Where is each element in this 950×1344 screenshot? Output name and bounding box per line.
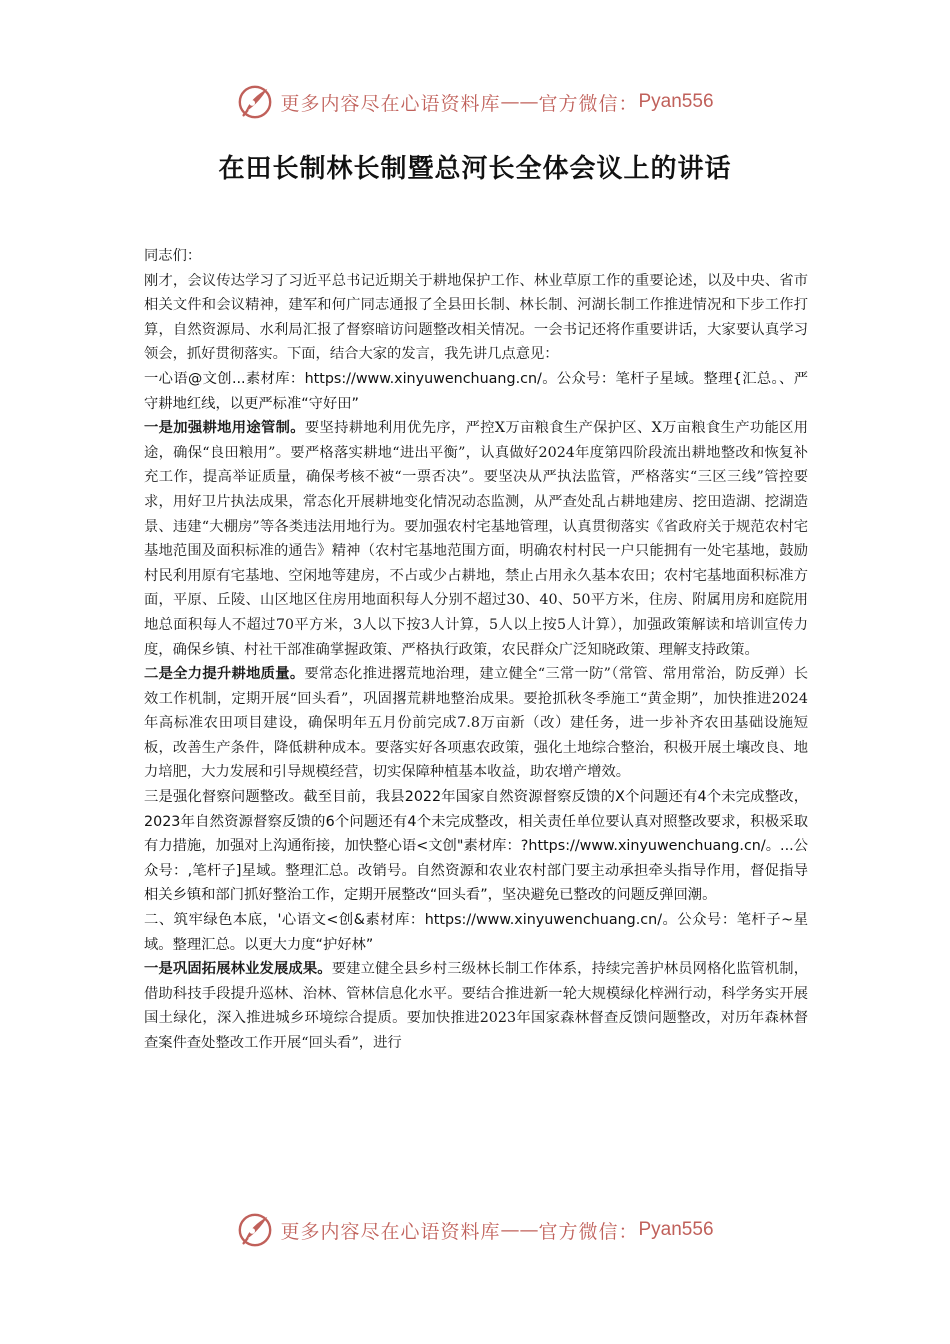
paragraph-4-lead: 一是巩固拓展林业发展成果。 xyxy=(144,961,332,978)
paragraph-1-lead: 一是加强耕地用途管制。 xyxy=(144,420,305,437)
salutation: 同志们： xyxy=(144,248,202,264)
paragraph-1-text: 要坚持耕地利用优先序，严控X万亩粮食生产保护区、X万亩粮食生产功能区用途，确保“良田粮用”。要严格落实耕地“进出平衡”，认真做好2024年度第四阶段流出耕地整改和恢复补充工作，提高举证质量，确保考核不被“一票否决”。要坚决从严执法监管，严格落实“三区三线”管控要求，用好卫片执法成果，常态化开展耕地变化情况动态监测，从严查处乱占耕地建房、挖田造湖、挖湖造景、违建“大棚房”等各类违法用地行为。要加强农村宅基地管理，认真贯彻落实《省政府关于规范农村宅基地范围及面积标准的通告》精神（农村宅基地范围方面，明确农村村民一户只能拥有一处宅基地，鼓励村民利用原有宅基地、空闲地等建房，不占或少占耕地，禁止占用永久基本农田；农村宅基地面积标准方面，平原、丘陵、山区地区住房用地面积每人分别不超过30、40、50平方米，住房、附属用房和庭院用地总面积每人不超过70平方米，3人以下按3人计算，5人以上按5人计算），加强政策解读和培训宣传力度，确保乡镇、村社干部准确掌握政策、严格执行政策，农民群众广泛知晓政策、理解支持政策。 xyxy=(144,420,808,658)
paragraph-3 xyxy=(144,785,808,908)
footer-banner xyxy=(0,1208,950,1252)
banner-separator: —— xyxy=(500,1219,539,1241)
paragraph-3-lead: 三是强化督察问题整改。 xyxy=(144,789,304,806)
banner-separator: —— xyxy=(500,91,539,113)
paragraph-2-lead: 二是全力提升耕地质量。 xyxy=(144,666,305,683)
banner-wechat-label: 官方微信： xyxy=(538,92,639,115)
paragraph-2 xyxy=(144,662,808,785)
banner-wechat-id: Pyan556 xyxy=(638,91,714,112)
paragraph-4 xyxy=(144,957,808,1055)
intro-paragraph: 刚才，会议传达学习了习近平总书记近期关于耕地保护工作、林业草原工作的重要论述，以及中央、省市相关文件和会议精神，建军和何广同志通报了全县田长制、林长制、河湖长制工作推进情况和下步工作打算，自然资源局、水利局汇报了督察暗访问题整改相关情况。一会书记还将作重要讲话，大家要认真学习领会，抓好贯彻落实。下面，结合大家的发言，我先讲几点意见： xyxy=(144,272,808,363)
quill-logo-icon xyxy=(236,83,274,121)
document-title: 在田长制林长制暨总河长全体会议上的讲话 xyxy=(218,154,732,184)
paragraph-3-text: 截至目前，我县2022年国家自然资源督察反馈的X个问题还有4个未完成整改，2023年自然资源督察反馈的6个问题还有4个未完成整改，相关责任单位要认真对照整改要求，积极采取有力措施，加强对上沟通衔接，加快整心语<文创"素材库：?https://www.xinyuwenchuang.cn/。...公众号：,笔杆子]星域。整理汇总。改销号。自然资源和农业农村部门要主动承担牵头指导作用，督促指导相关乡镇和部门抓好整治工作，定期开展整改“回头看”，坚决避免已整改的问题反弹回潮。 xyxy=(144,789,808,904)
document-body xyxy=(144,244,808,1056)
banner-wechat-id: Pyan556 xyxy=(638,1219,714,1240)
section-heading-2: 二、筑牢绿色本底，'心语文<创&素材库：https://www.xinyuwenchuang.cn/。公众号：笔杆子~星域。整理汇总。以更大力度“护好林” xyxy=(144,912,808,953)
header-banner xyxy=(0,80,950,124)
banner-wechat-label: 官方微信： xyxy=(538,1220,639,1243)
paragraph-2-text: 要常态化推进撂荒地治理，建立健全“三常一防”（常管、常用常治，防反弹）长效工作机制，定期开展“回头看”，巩固撂荒耕地整治成果。要抢抓秋冬季施工“黄金期”，加快推进2024年高标准农田项目建设，确保明年五月份前完成7.8万亩新（改）建任务，进一步补齐农田基础设施短板，改善生产条件，降低耕种成本。要落实好各项惠农政策，强化土地综合整治，积极开展土壤改良、地力培肥，大力发展和引导规模经营，切实保障种植基本收益，助农增产增效。 xyxy=(144,666,809,781)
paragraph-1 xyxy=(144,416,808,662)
quill-logo-icon xyxy=(236,1211,274,1249)
paragraph-4-text: 要建立健全县乡村三级林长制工作体系，持续完善护林员网格化监管机制，借助科技手段提升巡林、治林、管林信息化水平。要结合推进新一轮大规模绿化梓洲行动，科学务实开展国土绿化，深入推进城乡环境综合提质。要加快推进2023年国家森林督查反馈问题整改，对历年森林督查案件查处整改工作开展“回头看”，进行 xyxy=(144,961,809,1051)
section-heading-1: 一心语@文创...素材库：https://www.xinyuwenchuang.cn/。公众号：笔杆子星域。整理{汇总。、严守耕地红线，以更严标准“守好田” xyxy=(144,370,808,412)
banner-text: 更多内容尽在心语资料库 xyxy=(280,1220,501,1243)
banner-text: 更多内容尽在心语资料库 xyxy=(280,92,501,115)
